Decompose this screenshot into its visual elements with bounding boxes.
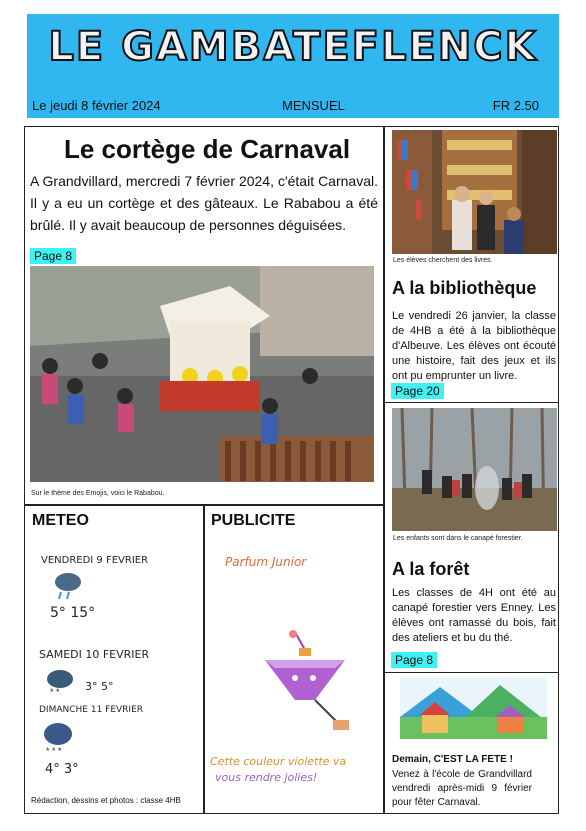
carnaval-photo <box>30 266 374 482</box>
forest-page-ref: Page 8 <box>391 652 437 668</box>
svg-text:* * *: * * * <box>46 746 62 756</box>
library-title: A la bibliothèque <box>392 278 537 298</box>
issue-frequency: MENSUEL <box>282 98 345 113</box>
library-text: Le vendredi 26 janvier, la classe de 4HB a été à la bibliothèque d'Albeuve. Les élèves ont écouté une histoire, fait des jeux et ils ont pu emprunter un livre. <box>392 310 556 382</box>
party-drawing <box>400 677 547 739</box>
lead-article-title: Le cortège de Carnaval <box>63 134 351 164</box>
carnaval-photo-caption: Sur le thème des Emojis, voici le Rababou. <box>31 490 165 497</box>
forest-title: A la forêt <box>392 559 470 579</box>
perfume-bottle-icon <box>255 630 355 740</box>
issue-date: Le jeudi 8 février 2024 <box>32 98 161 113</box>
cloud-rain-icon <box>53 570 83 600</box>
party-title: Demain, C'EST LA FETE ! <box>392 754 513 765</box>
newspaper-title: LE GAMBATEFLENCK <box>48 24 538 70</box>
library-page-ref: Page 20 <box>391 383 444 399</box>
library-photo-caption: Les élèves cherchent des livres. <box>393 257 493 264</box>
forest-photo-caption: Les enfants sont dans le canapé forestier. <box>393 535 523 542</box>
credits: Rédaction, dessins et photos : classe 4HB <box>31 796 181 805</box>
meteo-day-3: DIMANCHE 11 FEVRIER <box>39 705 144 715</box>
slogan-line-1: Cette couleur violette va <box>210 755 347 768</box>
meteo-day-2: SAMEDI 10 FEVRIER <box>39 648 150 661</box>
meteo-day-1: VENDREDI 9 FEVRIER <box>41 555 149 566</box>
meteo-temp-1: 5° 15° <box>50 605 96 621</box>
svg-text:* *: * * <box>50 687 60 696</box>
forest-text: Les classes de 4H ont été au canapé forestier vers Enney. Les élèves ont ramassé du bois, fait des ateliers et bu du thé. <box>392 587 556 644</box>
perfume-ad <box>210 545 378 795</box>
masthead <box>27 14 559 118</box>
cloud-snow-icon <box>45 668 75 696</box>
forest-photo <box>392 408 557 531</box>
party-text: Venez à l'école de Grandvillard vendredi après-midi 9 février pour fêter Carnaval. <box>392 769 532 808</box>
sidebar-divider-1 <box>384 402 559 403</box>
library-photo <box>392 130 557 254</box>
lead-page-ref: Page 8 <box>30 248 76 264</box>
cloud-snow-icon-2 <box>41 720 75 756</box>
product-name: Parfum Junior <box>225 555 307 569</box>
issue-price: FR 2.50 <box>492 98 539 113</box>
sidebar-divider-2 <box>384 672 559 673</box>
meteo-temp-3: 4° 3° <box>45 762 79 777</box>
lead-article-text: A Grandvillard, mercredi 7 février 2024, c'était Carnaval. Il y a eu un cortège et des gâteaux. Le Rababou a été brûlé. Il y avait beaucoup de personnes déguisées. <box>30 173 378 233</box>
meteo-title: METEO <box>32 512 89 529</box>
slogan-line-2: vous rendre jolies! <box>215 771 318 784</box>
publicite-title: PUBLICITE <box>211 512 296 529</box>
meteo-drawing <box>35 550 195 782</box>
meteo-temp-2: 3° 5° <box>85 680 114 693</box>
